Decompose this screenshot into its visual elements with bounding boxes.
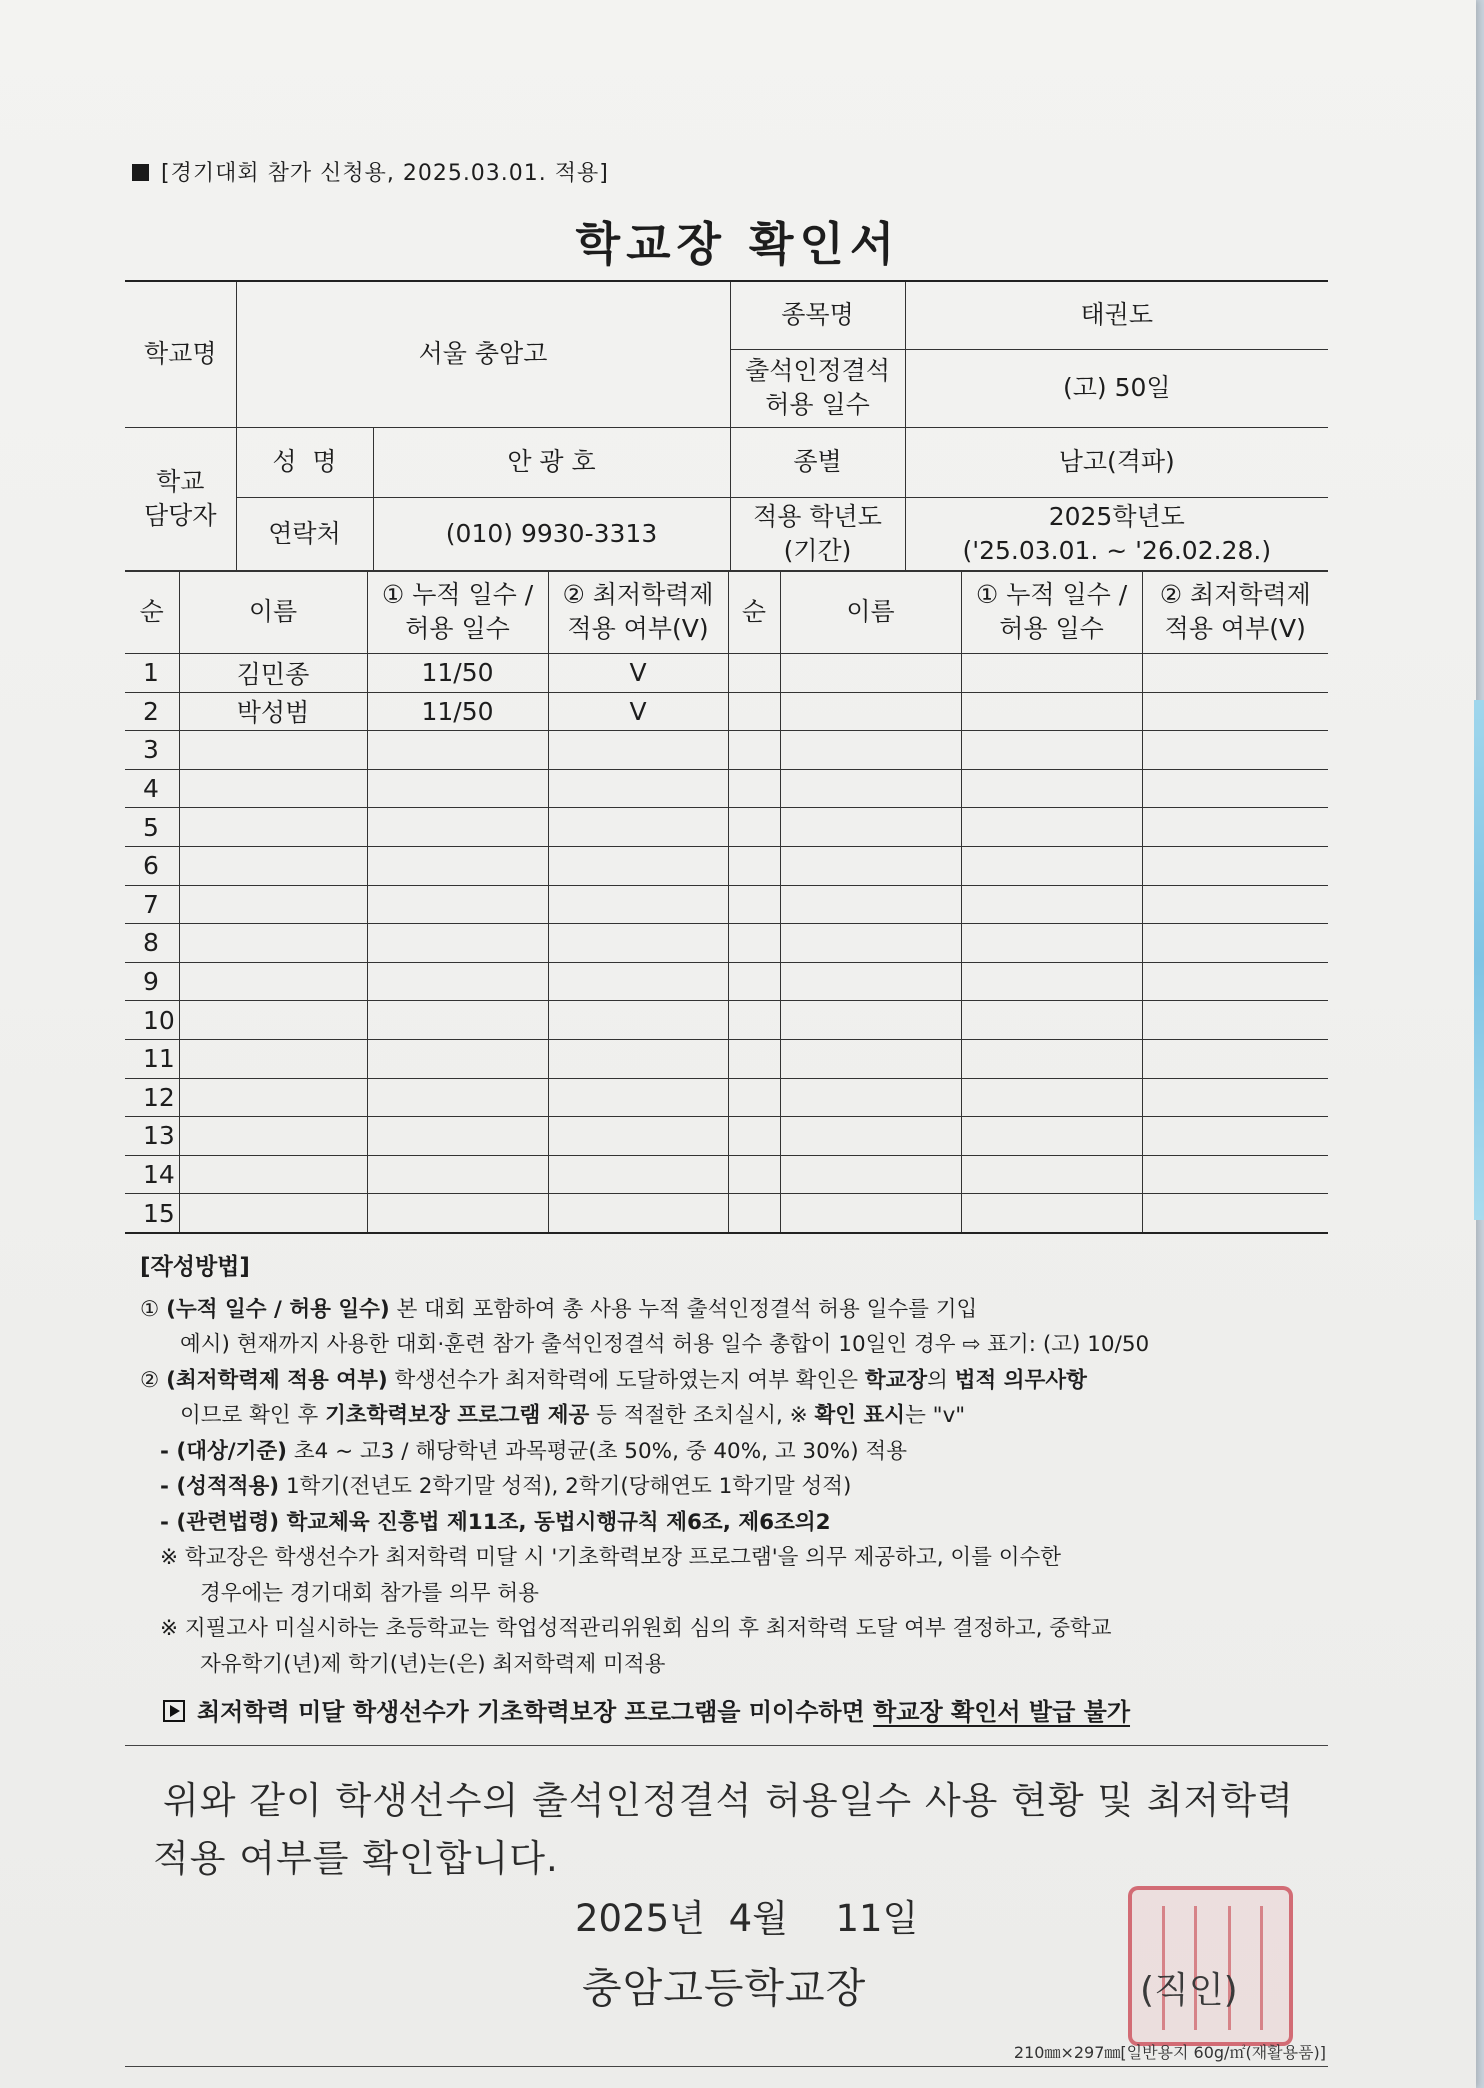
check-cell: V <box>548 692 728 731</box>
check-cell <box>548 924 728 963</box>
days-cell <box>367 1194 548 1233</box>
absence-label: 출석인정결석 허용 일수 <box>730 349 905 427</box>
check-cell <box>548 1155 728 1194</box>
days-cell <box>367 1078 548 1117</box>
table-row <box>125 808 1328 847</box>
check-cell-2 <box>1142 808 1328 847</box>
student-name-2 <box>780 808 961 847</box>
student-name-2 <box>780 1039 961 1078</box>
student-name-2 <box>780 885 961 924</box>
check-cell-2 <box>1142 846 1328 885</box>
student-name-2 <box>780 692 961 731</box>
table-row <box>125 769 1328 808</box>
row-number-2 <box>728 1194 780 1233</box>
days-cell <box>367 846 548 885</box>
school-label: 학교명 <box>125 281 236 427</box>
days-cell: 11/50 <box>367 654 548 693</box>
check-cell-2 <box>1142 1078 1328 1117</box>
check-cell-2 <box>1142 1117 1328 1156</box>
check-cell <box>548 846 728 885</box>
row-number-2 <box>728 692 780 731</box>
check-cell-2 <box>1142 1039 1328 1078</box>
row-number-2 <box>728 654 780 693</box>
days-cell-2 <box>961 962 1142 1001</box>
row-number-2 <box>728 1117 780 1156</box>
check-cell-2 <box>1142 924 1328 963</box>
student-name-2 <box>780 1155 961 1194</box>
days-cell-2 <box>961 924 1142 963</box>
days-cell <box>367 769 548 808</box>
student-name <box>179 1001 367 1040</box>
days-cell-2 <box>961 1155 1142 1194</box>
square-bullet-icon <box>132 164 149 181</box>
check-cell-2 <box>1142 769 1328 808</box>
issue-date: 2025년 4월 11일 <box>575 1897 919 1940</box>
check-cell-2 <box>1142 1194 1328 1233</box>
check-cell-2 <box>1142 1001 1328 1040</box>
days-cell <box>367 731 548 770</box>
student-name <box>179 846 367 885</box>
student-name-2 <box>780 1001 961 1040</box>
paper-spec: 210㎜×297㎜[일반용지 60g/㎡(재활용품)] <box>1013 2043 1326 2062</box>
days-cell <box>367 1155 548 1194</box>
days-cell <box>367 808 548 847</box>
row-number: 3 <box>125 731 179 770</box>
instruction-item-2-cont: 이므로 확인 후 기초학력보장 프로그램 제공 등 적절한 조치실시, ※ 확인 표시는 "v" <box>180 1403 966 1428</box>
header-check: ② 최저학력제 적용 여부(V) <box>548 571 728 654</box>
student-name <box>179 1194 367 1233</box>
form-code: [경기대회 참가 신청용, 2025.03.01. 적용] <box>132 156 609 187</box>
check-cell <box>548 1078 728 1117</box>
students-table <box>125 570 1328 1234</box>
sport-label: 종목명 <box>730 281 905 349</box>
table-row <box>125 885 1328 924</box>
days-cell-2 <box>961 808 1142 847</box>
check-cell <box>548 1194 728 1233</box>
row-number: 12 <box>125 1078 179 1117</box>
row-number: 6 <box>125 846 179 885</box>
days-cell <box>367 962 548 1001</box>
check-cell <box>548 1117 728 1156</box>
header-days-2: ① 누적 일수 / 허용 일수 <box>961 571 1142 654</box>
background-edge <box>1474 700 1484 1220</box>
school-value: 서울 충암고 <box>236 281 730 427</box>
table-row <box>125 692 1328 731</box>
row-number: 14 <box>125 1155 179 1194</box>
check-cell <box>548 769 728 808</box>
header-check-2: ② 최저학력제 적용 여부(V) <box>1142 571 1328 654</box>
table-row <box>125 1117 1328 1156</box>
table-row <box>125 1078 1328 1117</box>
table-row <box>125 1194 1328 1233</box>
row-number: 4 <box>125 769 179 808</box>
instruction-item-1: ① (누적 일수 / 허용 일수) 본 대회 포함하여 총 사용 누적 출석인정결석 허용 일수를 기입 <box>140 1296 978 1322</box>
days-cell <box>367 924 548 963</box>
row-number-2 <box>728 1039 780 1078</box>
row-number: 2 <box>125 692 179 731</box>
student-name-2 <box>780 1078 961 1117</box>
criteria-line: - (대상/기준) 초4 ~ 고3 / 해당학년 과목평균(초 50%, 중 40%, 고 30%) 적용 <box>160 1438 907 1464</box>
student-name-2 <box>780 1194 961 1233</box>
row-number: 11 <box>125 1039 179 1078</box>
header-name-2: 이름 <box>780 571 961 654</box>
row-number-2 <box>728 885 780 924</box>
header-no: 순 <box>125 571 179 654</box>
table-row <box>125 654 1328 693</box>
days-cell-2 <box>961 769 1142 808</box>
table-row <box>125 846 1328 885</box>
days-cell-2 <box>961 1001 1142 1040</box>
check-cell <box>548 1039 728 1078</box>
row-number-2 <box>728 808 780 847</box>
note-2-cont: 자유학기(년)제 학기(년)는(은) 최저학력제 미적용 <box>200 1651 666 1677</box>
check-cell: V <box>548 654 728 693</box>
confirmation-text: 위와 같이 학생선수의 출석인정결석 허용일수 사용 현황 및 최저학력 적용 여부를 확인합니다. <box>153 1779 1294 1880</box>
instruction-item-2: ② (최저학력제 적용 여부) 학생선수가 최저학력에 도달하였는지 여부 확인은 학교장의 법적 의무사항 <box>140 1367 1087 1393</box>
student-name <box>179 769 367 808</box>
note-1-cont: 경우에는 경기대회 참가를 의무 허용 <box>200 1580 539 1606</box>
school-info-table <box>125 280 1328 572</box>
days-cell <box>367 1001 548 1040</box>
days-cell <box>367 885 548 924</box>
check-cell <box>548 885 728 924</box>
days-cell-2 <box>961 846 1142 885</box>
days-cell: 11/50 <box>367 692 548 731</box>
table-row <box>125 1039 1328 1078</box>
row-number-2 <box>728 962 780 1001</box>
check-cell <box>548 962 728 1001</box>
year-value: 2025학년도 ('25.03.01. ~ '26.02.28.) <box>905 497 1328 571</box>
days-cell <box>367 1117 548 1156</box>
instructions-heading: [작성방법] <box>140 1254 250 1280</box>
row-number: 1 <box>125 654 179 693</box>
days-cell <box>367 1039 548 1078</box>
check-cell <box>548 808 728 847</box>
days-cell-2 <box>961 1117 1142 1156</box>
student-name-2 <box>780 731 961 770</box>
student-name <box>179 924 367 963</box>
row-number-2 <box>728 1155 780 1194</box>
issuance-notice: 최저학력 미달 학생선수가 기초학력보장 프로그램을 미이수하면 학교장 확인서 발급 불가 <box>163 1692 1130 1727</box>
student-name <box>179 1039 367 1078</box>
header-days: ① 누적 일수 / 허용 일수 <box>367 571 548 654</box>
table-row <box>125 1001 1328 1040</box>
check-cell-2 <box>1142 885 1328 924</box>
note-1: ※ 학교장은 학생선수가 최저학력 미달 시 '기초학력보장 프로그램'을 의무 제공하고, 이를 이수한 <box>160 1545 1062 1570</box>
absence-value: (고) 50일 <box>905 349 1328 427</box>
category-label: 종별 <box>730 427 905 497</box>
arrow-box-icon <box>163 1700 185 1722</box>
row-number-2 <box>728 924 780 963</box>
row-number-2 <box>728 1078 780 1117</box>
row-number: 8 <box>125 924 179 963</box>
student-name-2 <box>780 924 961 963</box>
row-number: 5 <box>125 808 179 847</box>
row-number-2 <box>728 769 780 808</box>
check-cell-2 <box>1142 654 1328 693</box>
law-line: - (관련법령) 학교체육 진흥법 제11조, 동법시행규칙 제6조, 제6조의2 <box>160 1509 831 1535</box>
divider <box>125 1745 1328 1746</box>
row-number: 7 <box>125 885 179 924</box>
student-name-2 <box>780 962 961 1001</box>
header-no-2: 순 <box>728 571 780 654</box>
student-name <box>179 1117 367 1156</box>
student-name-2 <box>780 1117 961 1156</box>
row-number-2 <box>728 846 780 885</box>
table-row <box>125 924 1328 963</box>
student-name <box>179 808 367 847</box>
note-2: ※ 지필고사 미실시하는 초등학교는 학업성적관리위원회 심의 후 최저학력 도달 여부 결정하고, 중학교 <box>160 1616 1112 1641</box>
days-cell-2 <box>961 1194 1142 1233</box>
row-number: 15 <box>125 1194 179 1233</box>
row-number: 10 <box>125 1001 179 1040</box>
days-cell-2 <box>961 1039 1142 1078</box>
row-number: 13 <box>125 1117 179 1156</box>
check-cell-2 <box>1142 1155 1328 1194</box>
year-label: 적용 학년도 (기간) <box>730 497 905 571</box>
contact-label: 연락처 <box>236 497 373 571</box>
bottom-divider <box>125 2066 1328 2067</box>
table-row <box>125 962 1328 1001</box>
manager-label: 학교 담당자 <box>125 427 236 571</box>
table-row <box>125 731 1328 770</box>
student-name: 김민종 <box>179 654 367 693</box>
sport-value: 태권도 <box>905 281 1328 349</box>
category-value: 남고(격파) <box>905 427 1328 497</box>
days-cell-2 <box>961 692 1142 731</box>
contact-value: (010) 9930-3313 <box>373 497 730 571</box>
seal-label: (직인) <box>1140 1970 1238 2011</box>
check-cell-2 <box>1142 731 1328 770</box>
instructions <box>140 1250 1335 1682</box>
student-name <box>179 1155 367 1194</box>
student-name <box>179 731 367 770</box>
check-cell-2 <box>1142 692 1328 731</box>
principal-title: 충암고등학교장 <box>582 1964 867 2012</box>
days-cell-2 <box>961 1078 1142 1117</box>
instruction-item-1-example: 예시) 현재까지 사용한 대회·훈련 참가 출석인정결석 허용 일수 총합이 10일인 경우 ⇨ 표기: (고) 10/50 <box>180 1332 1150 1357</box>
name-value: 안 광 호 <box>373 427 730 497</box>
check-cell <box>548 731 728 770</box>
grades-line: - (성적적용) 1학기(전년도 2학기말 성적), 2학기(당해연도 1학기말 성적) <box>160 1474 852 1499</box>
student-name-2 <box>780 769 961 808</box>
check-cell <box>548 1001 728 1040</box>
student-name: 박성범 <box>179 692 367 731</box>
check-cell-2 <box>1142 962 1328 1001</box>
student-name-2 <box>780 654 961 693</box>
name-label: 성 명 <box>236 427 373 497</box>
student-name <box>179 885 367 924</box>
days-cell-2 <box>961 885 1142 924</box>
student-name-2 <box>780 846 961 885</box>
header-name: 이름 <box>179 571 367 654</box>
row-number-2 <box>728 1001 780 1040</box>
days-cell-2 <box>961 731 1142 770</box>
document-title: 학교장 확인서 <box>575 217 901 271</box>
row-number: 9 <box>125 962 179 1001</box>
student-name <box>179 1078 367 1117</box>
student-name <box>179 962 367 1001</box>
table-row <box>125 1155 1328 1194</box>
row-number-2 <box>728 731 780 770</box>
days-cell-2 <box>961 654 1142 693</box>
